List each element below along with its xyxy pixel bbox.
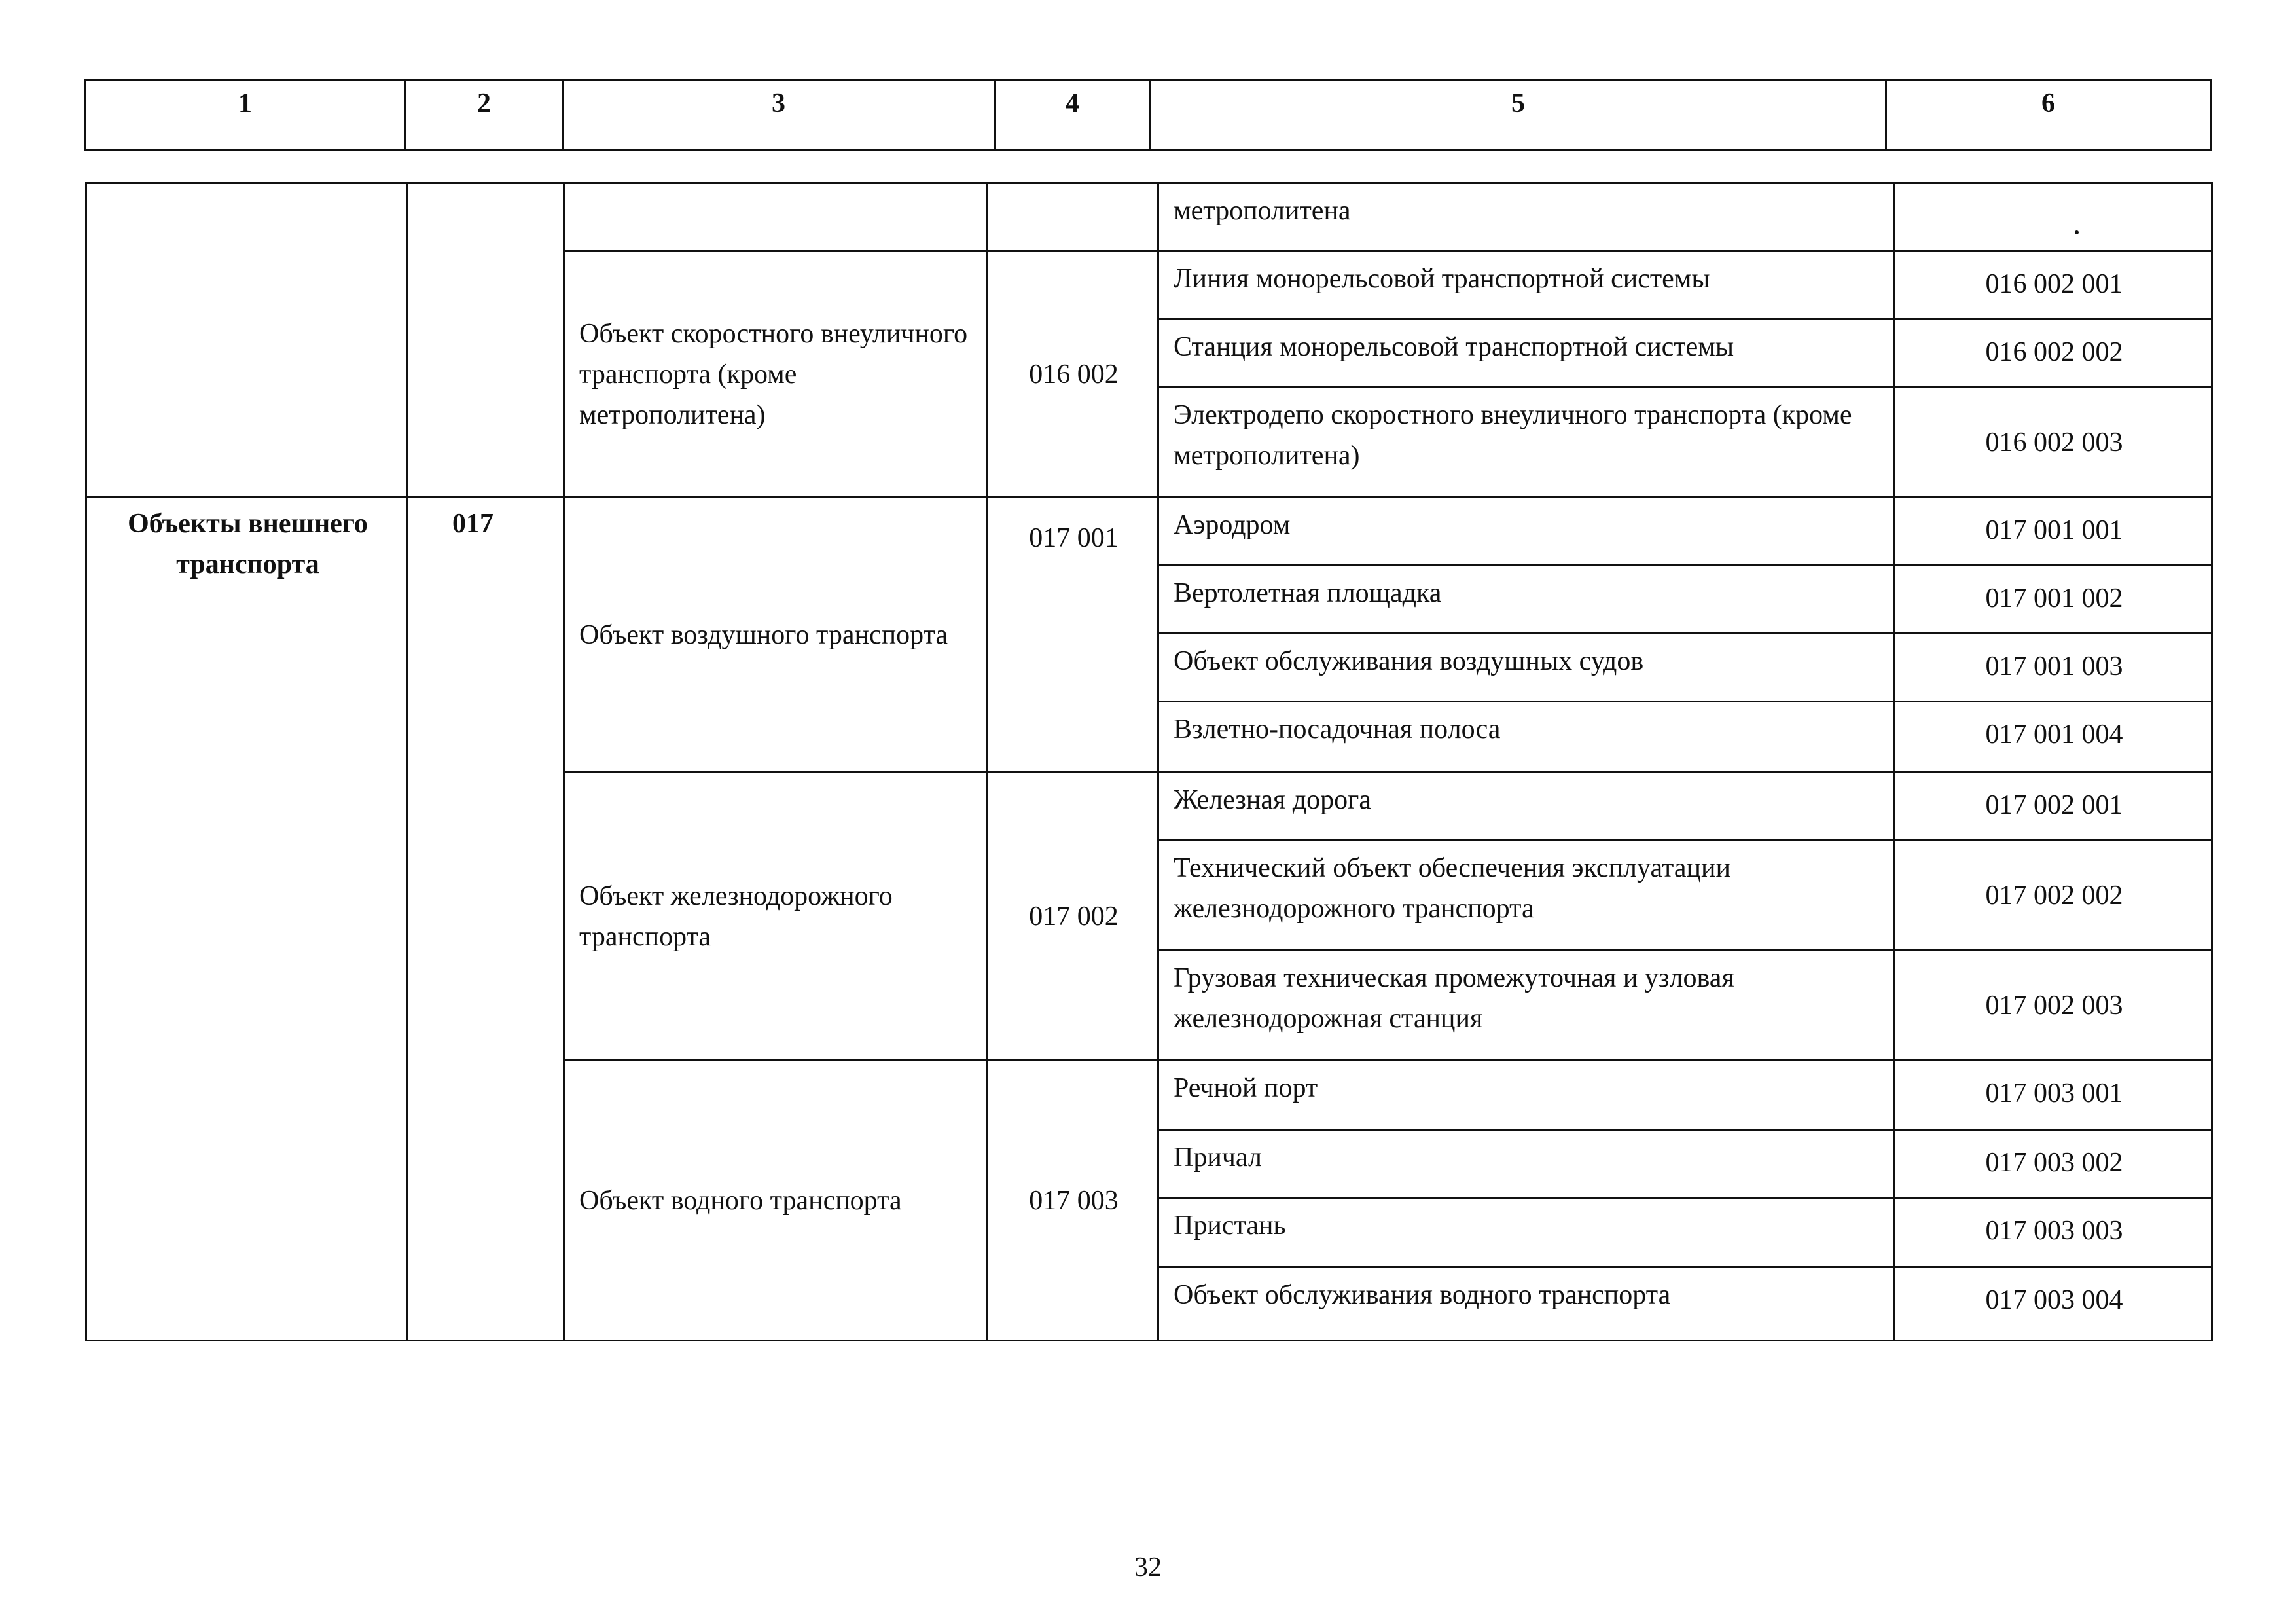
subgroup-name: Объект железнодорожного транспорта: [564, 773, 987, 1061]
item-code: 017 001 002: [1894, 566, 2212, 634]
group-name: Объекты внешнего транспорта: [86, 498, 407, 1341]
column-number-3: 3: [563, 80, 995, 151]
column-number-6: 6: [1886, 80, 2211, 151]
item-code: 017 002 001: [1894, 773, 2212, 841]
item-code: 017 001 001: [1894, 498, 2212, 566]
item-name: Взлетно-посадочная полоса: [1158, 702, 1894, 773]
item-code: 017 003 002: [1894, 1130, 2212, 1198]
item-code: 017 003 004: [1894, 1267, 2212, 1341]
item-name: Пристань: [1158, 1198, 1894, 1267]
table-row: [86, 498, 2212, 566]
item-code-empty: [1894, 183, 2212, 251]
item-name: Линия монорельсовой транспортной системы: [1158, 251, 1894, 319]
subgroup-name: Объект скоростного внеуличного транспорта (кроме метрополитена): [564, 251, 987, 498]
subgroup-code: 016 002: [987, 251, 1158, 498]
page-number: 32: [1134, 1552, 1162, 1582]
column-number-2: 2: [406, 80, 563, 151]
item-name: Станция монорельсовой транспортной системы: [1158, 319, 1894, 388]
column-number-1: 1: [85, 80, 406, 151]
item-code: 017 003 001: [1894, 1061, 2212, 1130]
item-name: Речной порт: [1158, 1061, 1894, 1130]
column-number-header: [84, 79, 2212, 151]
item-name: Объект обслуживания воздушных судов: [1158, 634, 1894, 702]
subgroup-code-cell-empty: [987, 183, 1158, 251]
group-cell-empty: [86, 183, 407, 498]
subgroup-code: 017 003: [987, 1061, 1158, 1341]
item-name: Технический объект обеспечения эксплуатации железнодорожного транспорта: [1158, 841, 1894, 951]
item-code: 017 003 003: [1894, 1198, 2212, 1267]
item-code: 016 002 001: [1894, 251, 2212, 319]
subgroup-code: 017 001: [987, 498, 1158, 773]
scan-mark: [2075, 230, 2079, 234]
item-name: Аэродром: [1158, 498, 1894, 566]
column-number-4: 4: [995, 80, 1151, 151]
table-row: [86, 183, 2212, 251]
subgroup-cell-empty: [564, 183, 987, 251]
subgroup-name: Объект водного транспорта: [564, 1061, 987, 1341]
item-name: Электродепо скоростного внеуличного транспорта (кроме метрополитена): [1158, 388, 1894, 498]
item-code: 016 002 003: [1894, 388, 2212, 498]
item-name: Объект обслуживания водного транспорта: [1158, 1267, 1894, 1341]
item-code: 017 001 004: [1894, 702, 2212, 773]
group-code-cell-empty: [407, 183, 564, 498]
item-code: 017 002 002: [1894, 841, 2212, 951]
item-name: Железная дорога: [1158, 773, 1894, 841]
subgroup-code: 017 002: [987, 773, 1158, 1061]
subgroup-name: Объект воздушного транспорта: [564, 498, 987, 773]
item-code: 017 002 003: [1894, 951, 2212, 1061]
item-name: Грузовая техническая промежуточная и узловая железнодорожная станция: [1158, 951, 1894, 1061]
group-code: 017: [407, 498, 564, 1341]
item-name: Вертолетная площадка: [1158, 566, 1894, 634]
column-number-5: 5: [1151, 80, 1886, 151]
item-name: Причал: [1158, 1130, 1894, 1198]
item-name: метрополитена: [1158, 183, 1894, 251]
classification-table: [85, 182, 2213, 1341]
item-code: 016 002 002: [1894, 319, 2212, 388]
item-code: 017 001 003: [1894, 634, 2212, 702]
